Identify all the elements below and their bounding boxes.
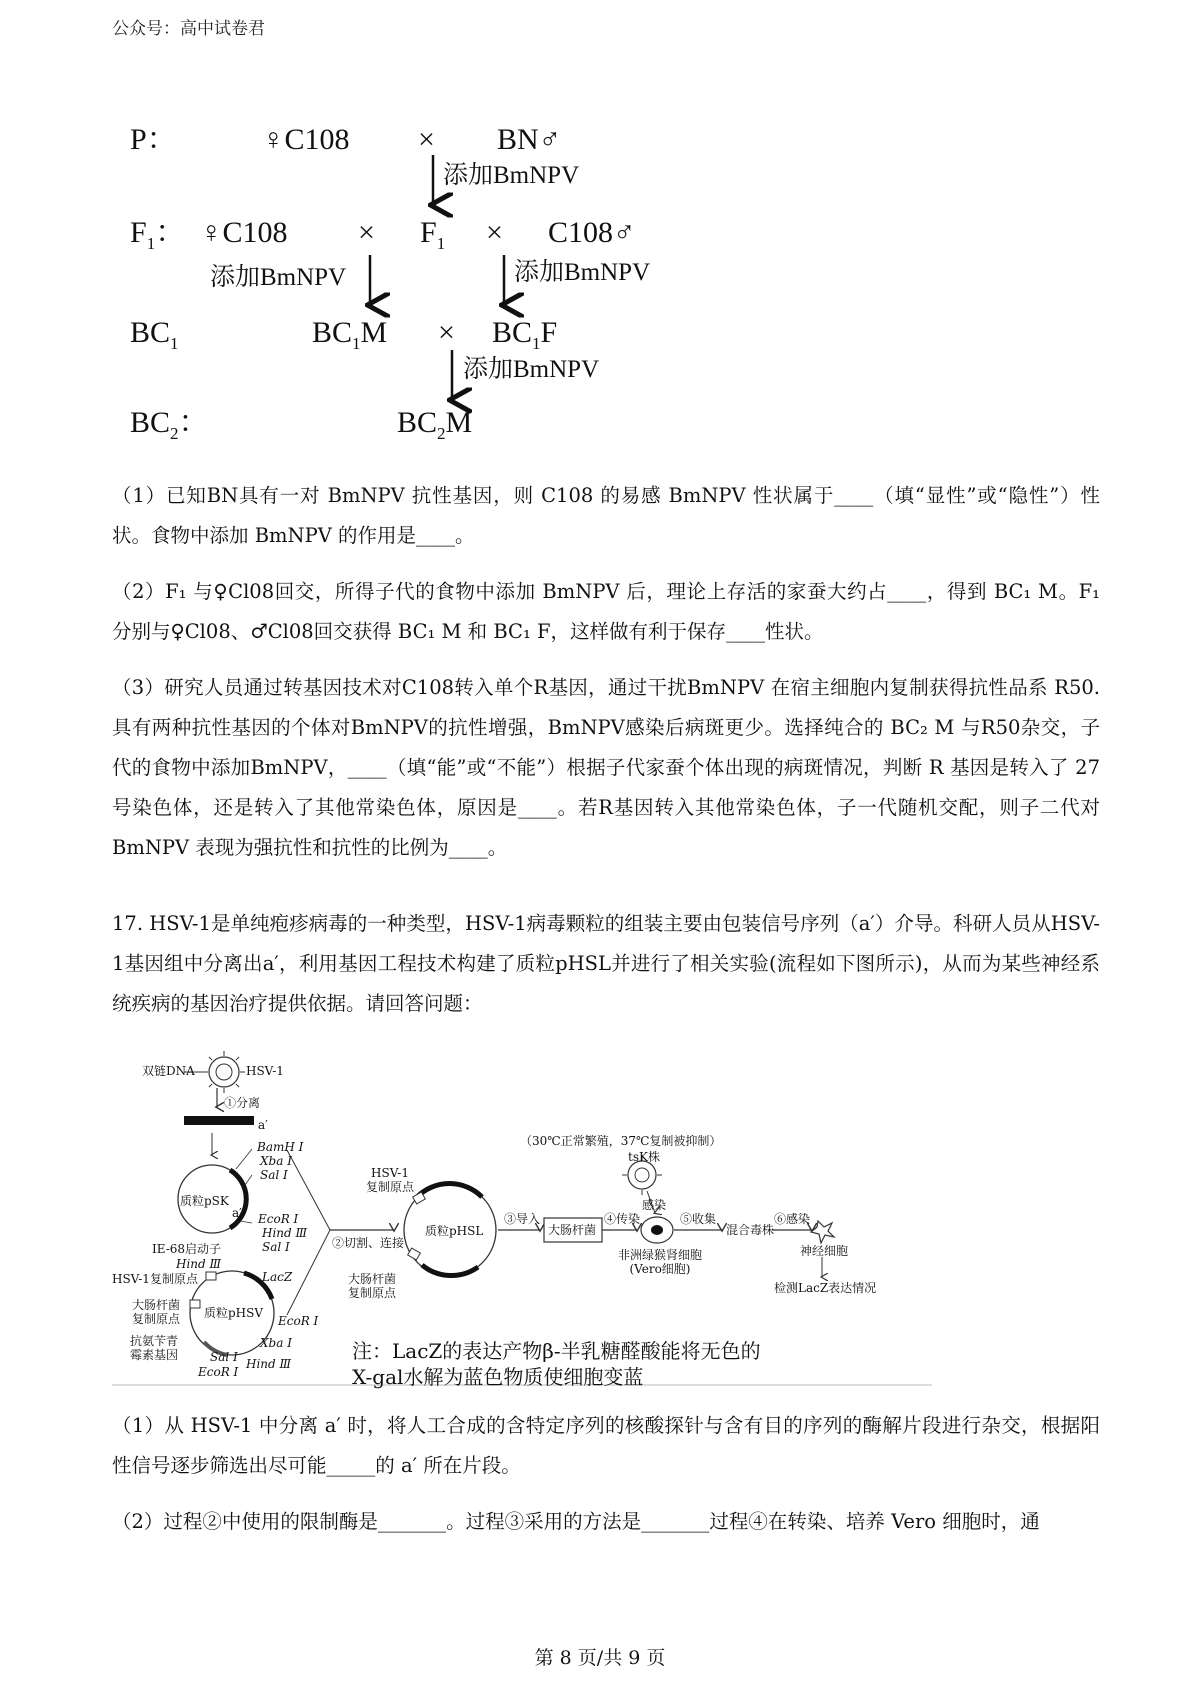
label-step1: ①分离 xyxy=(224,1096,261,1110)
label-hsv1: HSV-1 xyxy=(246,1064,284,1078)
label-hind3-top: Hind Ⅲ xyxy=(262,1226,308,1240)
question-17-intro: 17. HSV-1是单纯疱疹病毒的一种类型，HSV-1病毒颗粒的组装主要由包装信号序列（a′）介导。科研人员从HSV-1基因组中分离出a′，利用基因工程技术构建了质粒pHSL并进行了相关实验(流程如下图所示)，从而为某些神经系统疾病的基因治疗提供依据。请回答问题： xyxy=(112,912,1100,1015)
a-prime-fragment xyxy=(184,1116,254,1125)
flow-figure xyxy=(112,1045,932,1395)
label-xba1-top: Xba Ⅰ xyxy=(260,1154,292,1168)
label-step4: ④传染 xyxy=(604,1212,641,1226)
label-ecor1-bot: EcoR Ⅰ xyxy=(278,1314,319,1328)
label-sal1-bot: Sal Ⅰ xyxy=(210,1350,238,1364)
label-hind3-bot: Hind Ⅲ xyxy=(176,1257,222,1271)
label-a-prime: a′ xyxy=(258,1118,268,1132)
label-ecoli-ori-bot: 大肠杆菌 复制原点 xyxy=(132,1298,181,1326)
label-step5: ⑤收集 xyxy=(680,1212,717,1226)
label-mixed: 混合毒株 xyxy=(726,1223,775,1237)
label-detect: 检测LacZ表达情况 xyxy=(774,1281,877,1295)
label-phsv: 质粒pHSV xyxy=(204,1306,264,1320)
bc1f: $BC_1F$ xyxy=(492,316,558,353)
virus-icon-top xyxy=(203,1051,245,1093)
label-step2: ②切割、连接 xyxy=(332,1236,405,1250)
page-footer: 第 8 页/共 9 页 xyxy=(534,1647,666,1669)
label-ecor1-bot-2: EcoR Ⅰ xyxy=(198,1365,239,1379)
label-hsv1-ori-top: HSV-1 复制原点 xyxy=(366,1166,415,1194)
label-ie68: IE-68启动子 xyxy=(152,1242,222,1256)
f1-cross-1: × xyxy=(358,216,375,249)
figure-note-1: 注：LacZ的表达产物β-半乳糖醛酸能将无色的 xyxy=(352,1339,761,1363)
label-hind3-bot-2: Hind Ⅲ xyxy=(246,1357,292,1371)
label-ecor1-top: EcoR Ⅰ xyxy=(258,1212,299,1226)
label-infect: 感染 xyxy=(642,1198,667,1212)
label-phsl: 质粒pHSL xyxy=(425,1224,484,1238)
label-neuron: 神经细胞 xyxy=(800,1244,849,1258)
bc1-cross: × xyxy=(438,316,455,349)
question-16-2: （2）F₁ 与♀Cl08回交，所得子代的食物中添加 BmNPV 后，理论上存活的家蚕大约占____，得到 BC₁ M。F₁ 分别与♀Cl08、♂Cl08回交获得 BC₁ M 和 BC₁ F，这样做有利于保存____性状。 xyxy=(112,580,1100,643)
label-sal1-top: Sal Ⅰ xyxy=(260,1168,288,1182)
label-ecoli-ori-mid: 大肠杆菌 复制原点 xyxy=(348,1272,397,1300)
label-step6: ⑥感染 xyxy=(774,1212,811,1226)
p-female: ♀C108 xyxy=(262,123,350,156)
label-a-prime-2: a′ xyxy=(232,1206,242,1220)
label-tsk: tsK株 xyxy=(628,1150,660,1164)
label-hsv1-ori-bot: HSV-1复制原点 xyxy=(112,1272,198,1286)
p-male: BN♂ xyxy=(497,123,562,156)
label-step3: ③导入 xyxy=(504,1212,541,1226)
label-temp-note: （30℃正常繁殖，37℃复制被抑制） xyxy=(520,1134,722,1148)
add-bmnpv-3: 添加BmNPV xyxy=(514,259,651,286)
p-cross: × xyxy=(418,123,435,156)
f1-label: $F_1$： xyxy=(130,216,186,253)
bc2-label: $BC_2$： xyxy=(130,406,209,443)
label-psk: 质粒pSK xyxy=(180,1194,229,1208)
add-bmnpv-2: 添加BmNPV xyxy=(210,264,347,291)
bc2m: $BC_2M$ xyxy=(397,406,473,443)
label-xba1-bot: Xba Ⅰ xyxy=(260,1336,292,1350)
label-bamh1: BamH Ⅰ xyxy=(257,1140,304,1154)
label-dsdna: 双链DNA xyxy=(142,1064,195,1078)
label-vero: 非洲绿猴肾细胞 (Vero细胞) xyxy=(618,1248,703,1276)
figure-note-2: X-gal水解为蓝色物质使细胞变蓝 xyxy=(352,1365,644,1389)
f1-mid: $F_1$ xyxy=(420,216,446,253)
add-bmnpv-4: 添加BmNPV xyxy=(463,356,600,383)
f1-cross-2: × xyxy=(486,216,503,249)
label-sal1-top-2: Sal Ⅰ xyxy=(262,1240,290,1254)
question-16-1: （1）已知BN具有一对 BmNPV 抗性基因，则 C108 的易感 BmNPV 性状属于____（填“显性”或“隐性”）性状。食物中添加 BmNPV 的作用是____。 xyxy=(112,484,1100,547)
question-17-2: （2）过程②中使用的限制酶是_______。过程③采用的方法是_______过程④在转染、培养 Vero 细胞时，通 xyxy=(112,1510,1040,1533)
bc1m: $BC_1M$ xyxy=(312,316,388,353)
cross-diagram xyxy=(0,0,1200,470)
question-17-1: （1）从 HSV-1 中分离 a′ 时，将人工合成的含特定序列的核酸探针与含有目的序列的酶解片段进行杂交，根据阳性信号逐步筛选出尽可能_____的 a′ 所在片段。 xyxy=(112,1414,1100,1477)
label-ecoli-box: 大肠杆菌 xyxy=(548,1223,597,1237)
neuron-icon xyxy=(811,1221,834,1243)
f1-female: ♀C108 xyxy=(200,216,288,249)
label-lacz: LacZ xyxy=(262,1270,293,1284)
p-label: P： xyxy=(130,123,177,156)
add-bmnpv-1: 添加BmNPV xyxy=(443,162,580,189)
bc1-label: $BC_1$ xyxy=(130,316,179,353)
f1-male: C108♂ xyxy=(548,216,636,249)
label-amp: 抗氨苄青 霉素基因 xyxy=(130,1334,179,1362)
question-16-3: （3）研究人员通过转基因技术对C108转入单个R基因，通过干扰BmNPV 在宿主细胞内复制获得抗性品系 R50.具有两种抗性基因的个体对BmNPV的抗性增强，BmNPV感染后病斑更少。选择纯合的 BC₂ M 与R50杂交，子代的食物中添加BmNPV，____（填“能”或“不能”）根据子代家蚕个体出现的病斑情况，判断 R 基因是转入了 27 号染色体，还是转入了其他常染色体，原因是____。若R基因转入其他常染色体，子一代随机交配，则子二代对 BmNPV 表现为强抗性和抗性的比例为____。 xyxy=(112,676,1100,859)
page-header: 公众号：高中试卷君 xyxy=(112,19,265,39)
